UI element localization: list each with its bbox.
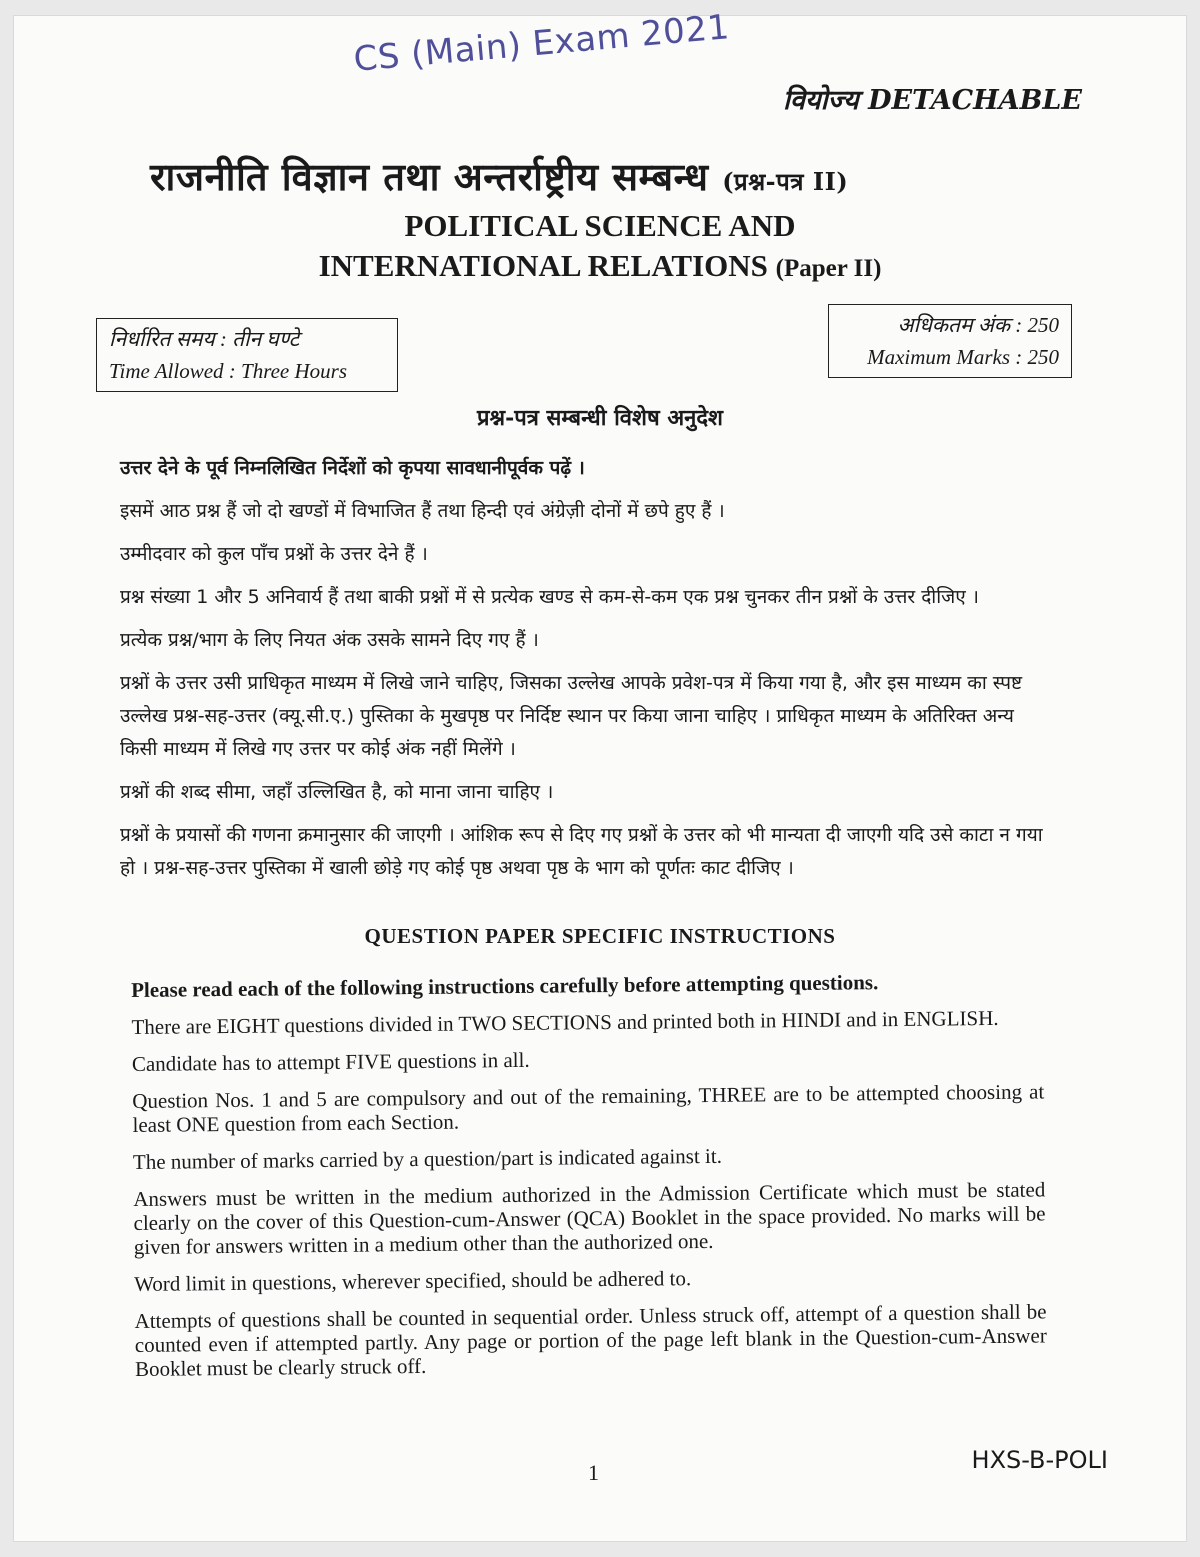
english-lead: Please read each of the following instructions carefully before attempting questions. xyxy=(131,970,879,1002)
hindi-instruction-item: प्रश्नों के उत्तर उसी प्राधिकृत माध्यम में लिखे जाने चाहिए, जिसका उल्लेख आपके प्रवेश-पत्र में किया गया है, और इस माध्यम का स्पष्ट उल्लेख प्रश्न-सह-उत्तर (क्यू.सी.ए.) पुस्तिका के मुखपृष्ठ पर निर्दिष्ट स्थान पर किया जाना चाहिए । प्राधिकृत माध्यम के अतिरिक्त अन्य किसी माध्यम में लिखे गए उत्तर पर कोई अंक नहीं मिलेंगे । xyxy=(120,672,1023,760)
hindi-instructions xyxy=(120,452,1055,895)
hindi-instruction-item: प्रत्येक प्रश्न/भाग के लिए नियत अंक उसके सामने दिए गए हैं । xyxy=(120,629,539,651)
maximum-marks-hindi: अधिकतम अंक : 250 xyxy=(897,313,1059,337)
english-paper-label: (Paper II) xyxy=(775,255,882,282)
hindi-instructions-heading: प्रश्न-पत्र सम्बन्धी विशेष अनुदेश xyxy=(477,405,723,431)
hindi-title xyxy=(150,150,848,202)
english-instruction-item: Answers must be written in the medium authorized in the Admission Certificate which must be stated clearly on the cover of this Question-cum-Answer (QCA) Booklet in the space provided. No marks will be given for answers written in a medium other than the authorized one. xyxy=(133,1177,1046,1259)
hindi-instruction-item: प्रश्नों की शब्द सीमा, जहाँ उल्लिखित है, को माना जाना चाहिए । xyxy=(120,781,554,803)
time-allowed-hindi: निर्धारित समय : तीन घण्टे xyxy=(109,327,300,351)
hindi-instruction-item: प्रश्न संख्या 1 और 5 अनिवार्य हैं तथा बाकी प्रश्नों में से प्रत्येक खण्ड से कम-से-कम एक प्रश्न चुनकर तीन प्रश्नों के उत्तर दीजिए । xyxy=(120,586,979,608)
english-instruction-item: Candidate has to attempt FIVE questions in all. xyxy=(131,1047,530,1076)
hindi-instruction-item: प्रश्नों के प्रयासों की गणना क्रमानुसार की जाएगी । आंशिक रूप से दिए गए प्रश्नों के उत्तर को भी मान्यता दी जाएगी यदि उसे काटा न गया हो । प्रश्न-सह-उत्तर पुस्तिका में खाली छोड़े गए कोई पृष्ठ अथवा पृष्ठ के भाग को पूर्णतः काट दीजिए । xyxy=(120,824,1043,879)
english-instruction-item: Attempts of questions shall be counted in sequential order. Unless struck off, attempt of a question shall be counted even if attempted partly. Any page or portion of the page left blank in the Question-cum-Answer Booklet must be clearly struck off. xyxy=(134,1299,1047,1381)
hindi-lead: उत्तर देने के पूर्व निम्नलिखित निर्देशों को कृपया सावधानीपूर्वक पढ़ें । xyxy=(120,457,585,479)
page-number: 1 xyxy=(588,1460,599,1485)
hindi-title-text: राजनीति विज्ञान तथा अन्तर्राष्ट्रीय सम्बन्ध xyxy=(150,154,709,199)
detachable-label: वियोज्य DETACHABLE xyxy=(782,85,1082,116)
english-instructions xyxy=(131,968,1047,1394)
english-title-line2 xyxy=(0,246,1200,289)
english-instruction-item: Question Nos. 1 and 5 are compulsory and out of the remaining, THREE are to be attempted choosing at least ONE question from each Section. xyxy=(132,1079,1045,1137)
english-instruction-item: Word limit in questions, wherever specified, should be adhered to. xyxy=(134,1266,692,1296)
english-instruction-item: There are EIGHT questions divided in TWO SECTIONS and printed both in HINDI and in ENGLISH. xyxy=(131,1005,999,1039)
hindi-instruction-item: उम्मीदवार को कुल पाँच प्रश्नों के उत्तर देने हैं । xyxy=(120,543,428,565)
exam-stamp: CS (Main) Exam 2021 xyxy=(352,7,732,80)
hindi-paper-label: (प्रश्न-पत्र II) xyxy=(722,167,849,196)
english-title-text: INTERNATIONAL RELATIONS xyxy=(318,248,768,283)
english-instructions-heading: QUESTION PAPER SPECIFIC INSTRUCTIONS xyxy=(364,924,836,948)
time-allowed-box xyxy=(96,318,398,392)
maximum-marks-box xyxy=(828,304,1072,378)
paper-code: HXS-B-POLI xyxy=(971,1446,1108,1474)
hindi-instruction-item: इसमें आठ प्रश्न हैं जो दो खण्डों में विभाजित हैं तथा हिन्दी एवं अंग्रेज़ी दोनों में छपे हुए हैं । xyxy=(120,500,725,522)
maximum-marks-english: Maximum Marks : 250 xyxy=(867,345,1059,369)
english-title-line1: POLITICAL SCIENCE AND xyxy=(404,208,796,243)
english-instruction-item: The number of marks carried by a question/part is indicated against it. xyxy=(132,1143,723,1174)
time-allowed-english: Time Allowed : Three Hours xyxy=(109,359,348,383)
